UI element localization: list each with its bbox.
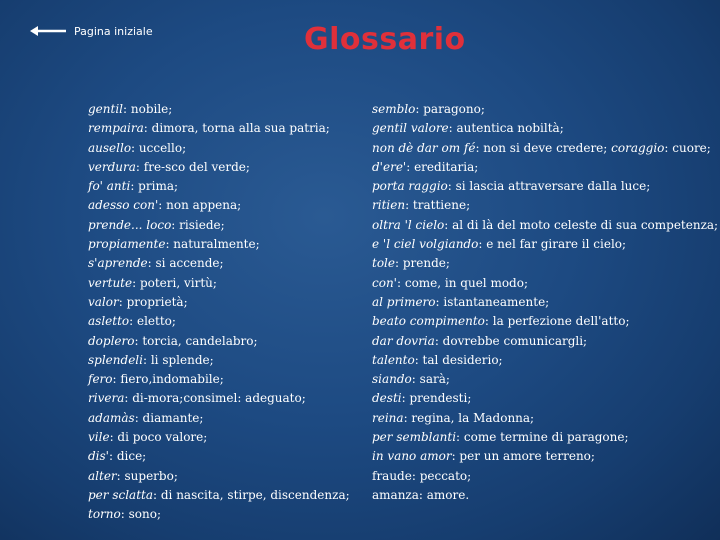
glossary-definition: : prendesti; xyxy=(401,391,472,406)
glossary-definition: : di-mora;consimel: adeguato; xyxy=(124,391,306,406)
glossary-definition: : proprietà; xyxy=(118,294,188,309)
glossary-term: dis' xyxy=(88,449,109,464)
glossary-entry xyxy=(88,447,348,466)
glossary-entry xyxy=(372,293,712,312)
glossary-entry xyxy=(372,351,712,370)
glossary-entry xyxy=(372,312,712,331)
glossary-entry xyxy=(88,312,348,331)
glossary-entry xyxy=(88,177,348,196)
glossary-term: al primero xyxy=(372,294,436,309)
glossary-definition: : torcia, candelabro; xyxy=(134,333,258,348)
glossary-term: adamàs xyxy=(88,410,135,425)
glossary-entry xyxy=(88,274,348,293)
glossary-definition: : trattiene; xyxy=(405,198,471,213)
glossary-term: e 'l ciel volgiando xyxy=(372,237,479,252)
glossary-term: propiamente xyxy=(88,237,166,252)
glossary-definition: : sarà; xyxy=(411,372,450,387)
glossary-definition: : li splende; xyxy=(142,352,214,367)
home-link[interactable] xyxy=(30,24,153,38)
glossary-entry xyxy=(88,216,348,235)
glossary-definition: : e nel far girare il cielo; xyxy=(478,237,627,252)
glossary-right-column xyxy=(372,100,719,505)
glossary-term: s'aprende xyxy=(88,256,148,271)
glossary-term: siando xyxy=(372,372,412,387)
glossary-term: tole xyxy=(372,256,395,271)
glossary-entry xyxy=(88,389,348,408)
glossary-definition: : sono; xyxy=(120,507,161,522)
glossary-entry xyxy=(372,100,712,119)
glossary-definition: : cuore; xyxy=(664,140,711,155)
glossary-definition: : istantaneamente; xyxy=(435,294,550,309)
glossary-entry xyxy=(372,447,712,466)
glossary-definition: amanza: amore. xyxy=(372,487,470,502)
glossary-definition: : di nascita, stirpe, discendenza; xyxy=(153,487,350,502)
glossary-entry xyxy=(372,389,712,408)
glossary-definition: : poteri, virtù; xyxy=(132,275,217,290)
glossary-term: fero xyxy=(88,372,113,387)
glossary-definition: : diamante; xyxy=(134,410,204,425)
glossary-entry xyxy=(88,486,348,505)
glossary-entry xyxy=(88,139,348,158)
glossary-term: ritien xyxy=(372,198,406,213)
glossary-term: rempaira xyxy=(88,121,144,136)
glossary-definition: : ereditaria; xyxy=(406,159,479,174)
glossary-definition: : come, in quel modo; xyxy=(396,275,528,290)
left-arrow-icon xyxy=(30,24,66,38)
glossary-entry xyxy=(88,100,348,119)
glossary-term: asletto xyxy=(88,314,130,329)
glossary-entry xyxy=(88,293,348,312)
glossary-entry xyxy=(372,274,712,293)
glossary-entry xyxy=(372,409,712,428)
glossary-term: dar dovria xyxy=(372,333,435,348)
glossary-term: vertute xyxy=(88,275,133,290)
glossary-term: ausello xyxy=(88,140,132,155)
glossary-definition: : si accende; xyxy=(147,256,224,271)
glossary-definition: : dice; xyxy=(108,449,147,464)
glossary-definition: : autentica nobiltà; xyxy=(448,121,564,136)
glossary-definition: : eletto; xyxy=(129,314,176,329)
glossary-term: d'ere' xyxy=(372,159,407,174)
glossary-definition: : superbo; xyxy=(116,468,178,483)
glossary-term: prende... loco xyxy=(88,217,172,232)
glossary-definition: : la perfezione dell'atto; xyxy=(484,314,630,329)
glossary-term: desti xyxy=(372,391,402,406)
glossary-term: gentil xyxy=(88,102,124,116)
page-title: Glossario xyxy=(304,22,466,57)
glossary-term: non dè dar om fé xyxy=(372,140,476,155)
glossary-term: per semblanti xyxy=(372,430,457,445)
glossary-term: semblo xyxy=(372,102,416,116)
glossary-entry xyxy=(372,235,712,254)
glossary-term: adesso con' xyxy=(88,198,159,213)
glossary-entry xyxy=(88,332,348,351)
glossary-entry xyxy=(372,486,712,505)
glossary-definition: : regina, la Madonna; xyxy=(403,410,535,425)
glossary-entry xyxy=(88,505,348,524)
glossary-definition: : dimora, torna alla sua patria; xyxy=(143,121,330,136)
glossary-term: rivera xyxy=(88,391,125,406)
glossary-entry xyxy=(372,196,712,215)
glossary-entry xyxy=(88,370,348,389)
glossary-definition: fraude: peccato; xyxy=(372,468,472,483)
home-link-label: Pagina iniziale xyxy=(74,24,153,38)
glossary-definition: : al di là del moto celeste di sua competenza; xyxy=(444,217,719,232)
glossary-definition: : si lascia attraversare dalla luce; xyxy=(447,179,651,194)
glossary-term: per sclatta xyxy=(88,487,154,502)
glossary-entry xyxy=(88,351,348,370)
glossary-definition: : fiero,indomabile; xyxy=(112,372,224,387)
glossary-entry xyxy=(372,254,712,273)
glossary-definition: : prima; xyxy=(130,179,179,194)
glossary-term: vile xyxy=(88,430,110,445)
glossary-entry xyxy=(88,235,348,254)
glossary-term: oltra 'l cielo xyxy=(372,217,445,232)
glossary-definition: : di poco valore; xyxy=(109,430,208,445)
glossary-definition: : prende; xyxy=(395,256,450,271)
glossary-entry xyxy=(372,139,712,158)
glossary-term: porta raggio xyxy=(372,179,448,194)
glossary-definition: : paragono; xyxy=(415,102,485,116)
glossary-definition: : naturalmente; xyxy=(165,237,260,252)
glossary-definition: : non appena; xyxy=(158,198,242,213)
glossary-term: coraggio xyxy=(611,140,665,155)
glossary-entry xyxy=(372,467,712,486)
glossary-definition: : nobile; xyxy=(123,102,173,116)
glossary-term: reina xyxy=(372,410,404,425)
glossary-term: beato compimento xyxy=(372,314,485,329)
glossary-definition: : uccello; xyxy=(131,140,187,155)
glossary-definition: : dovrebbe comunicargli; xyxy=(434,333,588,348)
glossary-term: verdura xyxy=(88,159,136,174)
glossary-term: in vano amor xyxy=(372,449,452,464)
glossary-entry xyxy=(88,254,348,273)
glossary-term: con' xyxy=(372,275,397,290)
glossary-definition: : non si deve credere; xyxy=(475,140,612,155)
glossary-entry xyxy=(372,158,712,177)
glossary-entry xyxy=(88,409,348,428)
glossary-term: talento xyxy=(372,352,415,367)
glossary-left-column xyxy=(88,100,348,525)
glossary-entry xyxy=(372,119,712,138)
glossary-term: valor xyxy=(88,294,119,309)
glossary-entry xyxy=(88,119,348,138)
glossary-term: alter xyxy=(88,468,117,483)
glossary-term: doplero xyxy=(88,333,135,348)
glossary-entry xyxy=(372,370,712,389)
glossary-entry xyxy=(372,216,719,235)
glossary-entry xyxy=(88,158,348,177)
glossary-entry xyxy=(372,177,712,196)
glossary-term: fo' anti xyxy=(88,179,131,194)
glossary-entry xyxy=(88,428,348,447)
glossary-term: splendeli xyxy=(88,352,143,367)
glossary-entry xyxy=(372,428,712,447)
glossary-definition: : tal desiderio; xyxy=(414,352,503,367)
glossary-term: torno xyxy=(88,507,121,522)
glossary-entry xyxy=(88,467,348,486)
glossary-definition: : fre-sco del verde; xyxy=(135,159,250,174)
glossary-definition: : come termine di paragone; xyxy=(456,430,629,445)
glossary-term: gentil valore xyxy=(372,121,449,136)
glossary-entry xyxy=(372,332,712,351)
glossary-entry xyxy=(88,196,348,215)
glossary-definition: : per un amore terreno; xyxy=(451,449,595,464)
glossary-definition: : risiede; xyxy=(171,217,225,232)
